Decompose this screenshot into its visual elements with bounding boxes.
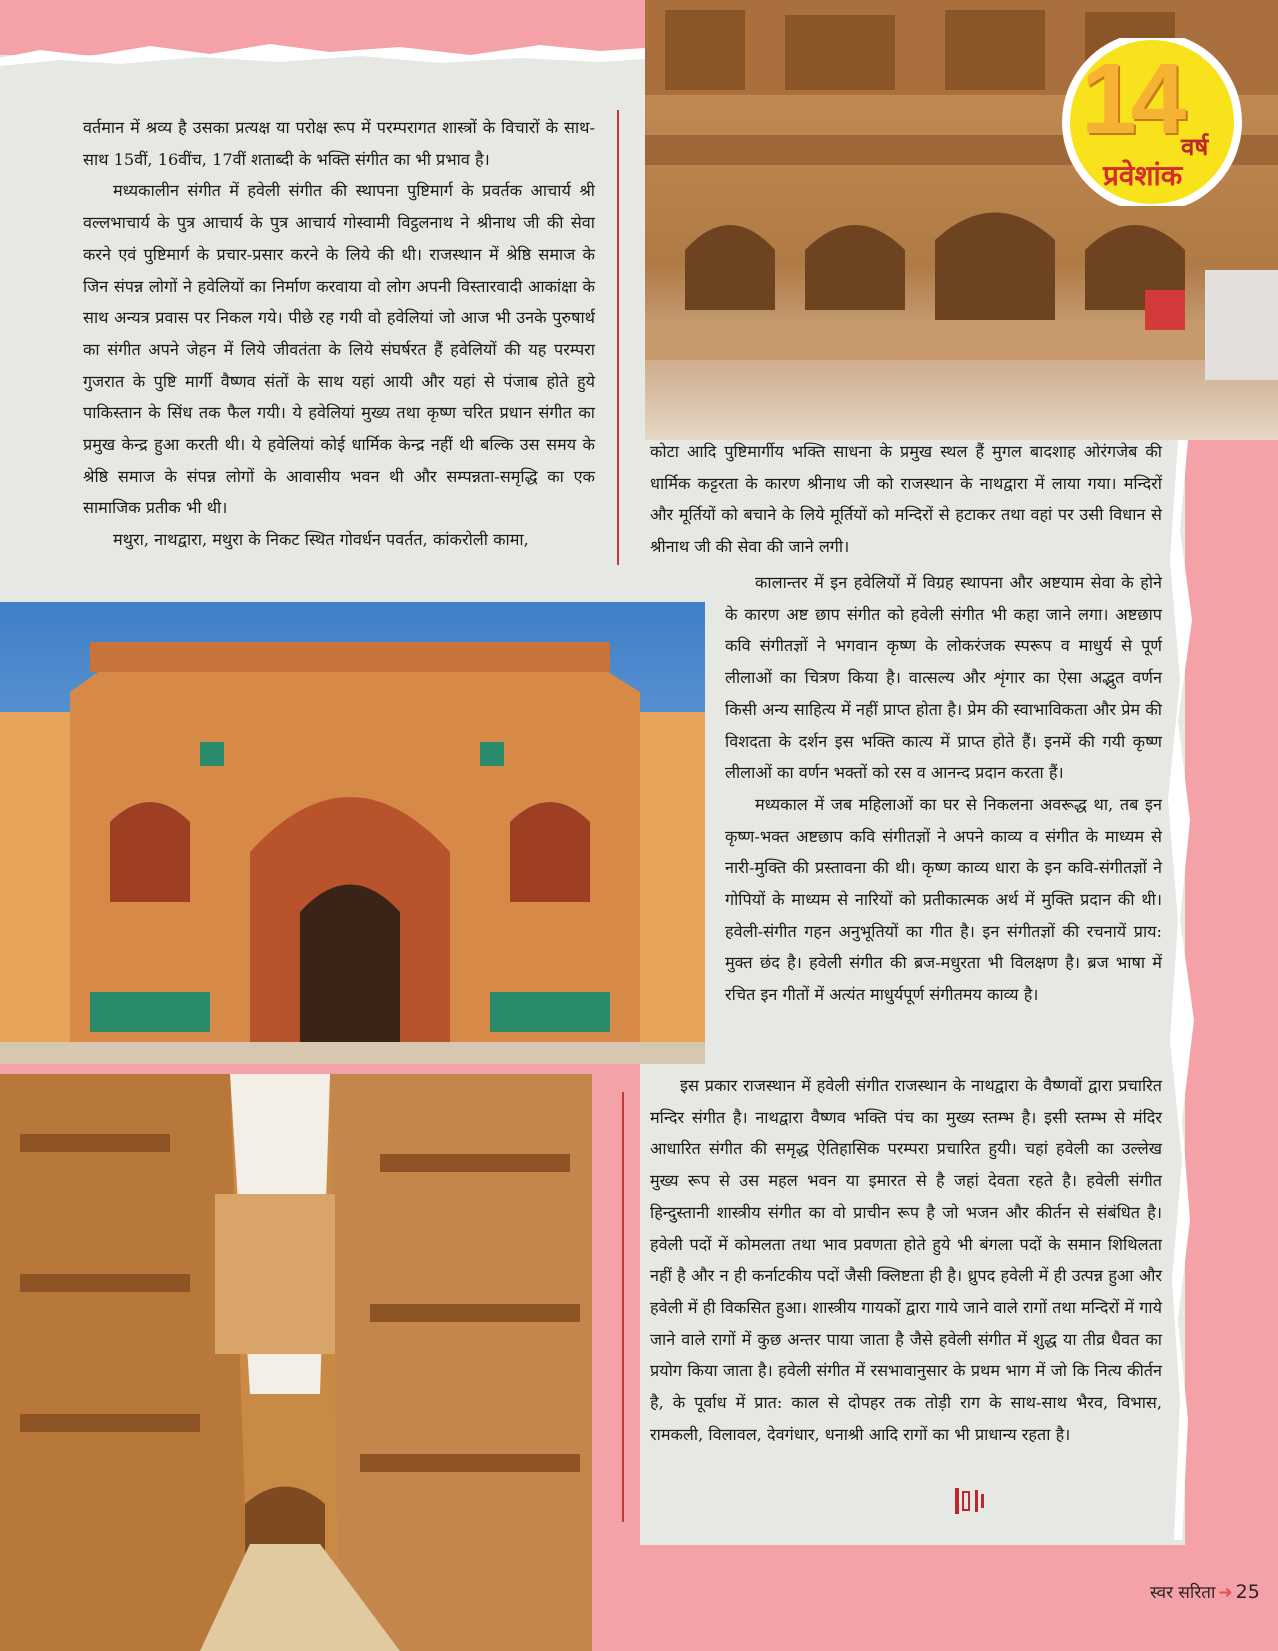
right-paragraph-4: इस प्रकार राजस्थान में हवेली संगीत राजस्थान के नाथद्वारा के वैष्णवों द्वारा प्रचारित मन्दिर संगीत है। नाथद्वारा वैष्णव भक्ति पंच का मुख्य स्तम्भ है। इसी स्तम्भ से मंदिर आधारित संगीत की समृद्ध ऐतिहासिक परम्परा प्रचारित हुयी। चहां हवेली का उल्लेख मुख्य रूप से उस महल भवन या इमारत से है जहां देवता रहते है। हवेली संगीत हिन्दुस्तानी शास्त्रीय संगीत का वो प्राचीन रूप है जो भजन और कीर्तन से संबंधित है। हवेली पदों में कोमलता तथा भाव प्रवणता होते हुये भी बंगला पदों के समान शिथिलता नहीं है और न ही कर्नाटकीय पदों जैसी क्लिष्टता ही है। ध्रुपद हवेली में ही उत्पन्न हुआ और हवेली में ही विकसित हुआ। शास्त्रीय गायकों द्वारा गाये जाने वाले रागों तथा मन्दिरों में गाये जाने वाले रागों में कुछ अन्तर पाया जाता है जैसे हवेली संगीत में शुद्ध या तीव्र धैवत का प्रयोग किया जाता है। हवेली संगीत में रसभावानुसार के प्रथम भाग में जो कि नित्य कीर्तन है, के पूर्वाध में प्रात: काल से दोपहर तक तोड़ी राग के साथ-साथ भैरव, विभास, रामकली, विलावल, देवगंधार, धनाश्री आदि रागों का भी प्राधान्य रहता है। xyxy=(650,1076,1162,1444)
left-paragraph-1: वर्तमान में श्रव्य है उसका प्रत्यक्ष या परोक्ष रूप में परम्परागत शास्त्रों के विचारों के साथ-साथ 15वीं, 16वींच, 17वीं शताब्दी के भक्ति संगीत का भी प्रभाव है। xyxy=(83,118,595,169)
left-text-column xyxy=(83,112,595,556)
badge-years-label: वर्ष xyxy=(1181,133,1209,161)
right-paragraph-3: मध्यकाल में जब महिलाओं का घर से निकलना अवरूद्ध था, तब इन कृष्ण-भक्त अष्टछाप कवि संगीतज्ञों ने अपने काव्य व संगीत के माध्यम से नारी-मुक्ति की प्रस्तावना की थी। कृष्ण काव्य धारा के इन कवि-संगीतज्ञों ने गोपियों के माध्यम से नारियों को प्रतीकात्मक अर्थ में मुक्ति प्रदान की थी। हवेली-संगीत गहन अनुभूतियों का गीत है। इन संगीतज्ञों की रचनायें प्राय: मुक्त छंद है। हवेली संगीत की ब्रज-मधुरता भी विलक्षण है। ब्रज भाषा में रचित इन गीतों में अत्यंत माधुर्यपूर्ण संगीतमय काव्य है। xyxy=(725,794,1162,1005)
footer-magazine-name: स्वर सरिता xyxy=(1150,1583,1216,1603)
right-final-text-column xyxy=(650,1070,1162,1450)
page-footer xyxy=(1150,1580,1260,1603)
painted-gateway-photo xyxy=(0,602,705,1064)
torn-paper-edge-right xyxy=(1160,440,1205,1540)
right-paragraph-continued: कोटा आदि पुष्टिमार्गीय भक्ति साधना के प्रमुख स्थल हैं मुगल बादशाह ओरंगजेब की धार्मिक कट्टरता के कारण श्रीनाथ जी को राजस्थान के नाथद्वारा में लाया गया। मन्दिरों और मूर्तियों को बचाने के लिये मूर्तियों को मन्दिरों से हटाकर तथा वहां पर उसी विधान से श्रीनाथ जी की सेवा की जाने लगी। xyxy=(650,442,1162,557)
badge-number: 14 xyxy=(1081,43,1181,155)
anniversary-badge xyxy=(1055,38,1250,206)
right-text-continuation xyxy=(650,436,1162,563)
right-narrow-text-column xyxy=(725,567,1162,1011)
left-paragraph-2: मध्यकालीन संगीत में हवेली संगीत की स्थापना पुष्टिमार्ग के प्रवर्तक आचार्य श्री वल्लभाचार्य के पुत्र आचार्य के पुत्र आचार्य गोस्वामी विट्ठलनाथ ने श्रीनाथ जी की सेवा करने एवं पुष्टिमार्ग के प्रचार-प्रसार करने के लिये की थी। राजस्थान में श्रेष्ठि समाज के जिन संपन्न लोगों ने हवेलियों का निर्माण करवाया वो लोग अपनी विस्तारवादी आकांक्षा के साथ अन्यत्र प्रवास पर निकल गये। पीछे रह गयी वो हवेलियां जो आज भी उनके पुरुषार्थ का संगीत अपने जेहन में लिये जीवतंता के लिये संघर्षरत हैं हवेलियों की यह परम्परा गुजरात के पुष्टि मार्गी वैष्णव संतों के साथ यहां आयी और यहां से पंजाब होते हुये पाकिस्तान के सिंध तक फैल गयी। ये हवेलियां मुख्य तथा कृष्ण चरित प्रधान संगीत का प्रमुख केन्द्र हुआ करती थी। ये हवेलियां कोई धार्मिक केन्द्र नहीं थी बल्कि उस समय के श्रेष्ठि समाज के संपन्न लोगों के आवासीय भवन थी और सम्पन्नता-समृद्धि का एक सामाजिक प्रतीक भी थी। xyxy=(83,181,595,518)
right-paragraph-2: कालान्तर में इन हवेलियों में विग्रह स्थापना और अष्टयाम सेवा के होने के कारण अष्ट छाप संगीत को हवेली संगीत भी कहा जाने लगा। अष्टछाप कवि संगीतज्ञों ने भगवान कृष्ण के लोकरंजक स्परूप व माधुर्य से पूर्ण लीलाओं का चित्रण किया है। वात्सल्य और शृंगार का ऐसा अद्भुत वर्णन किसी अन्य साहित्य में नहीं प्राप्त होता है। प्रेम की स्वाभाविकता और प्रेम की विशदता के दर्शन इस भक्ति कात्य में प्राप्त होते हैं। इनमें की गयी कृष्ण लीलाओं का वर्णन भक्तों को रस व आनन्द प्रदान करता हैं। xyxy=(725,573,1162,783)
badge-title: प्रवेशांक xyxy=(1103,159,1183,192)
footer-arrow-icon: ➜ xyxy=(1218,1583,1233,1603)
left-paragraph-3: मथुरा, नाथद्वारा, मथुरा के निकट स्थित गोवर्धन पवर्तत, कांकरोली कामा, xyxy=(113,530,529,550)
article-end-mark-icon xyxy=(953,1486,987,1516)
column-divider-right xyxy=(622,1092,624,1522)
haveli-street-photo xyxy=(0,1074,592,1651)
column-divider-left xyxy=(617,110,619,565)
page-number: 25 xyxy=(1235,1581,1260,1603)
torn-paper-edge-top xyxy=(0,38,645,73)
